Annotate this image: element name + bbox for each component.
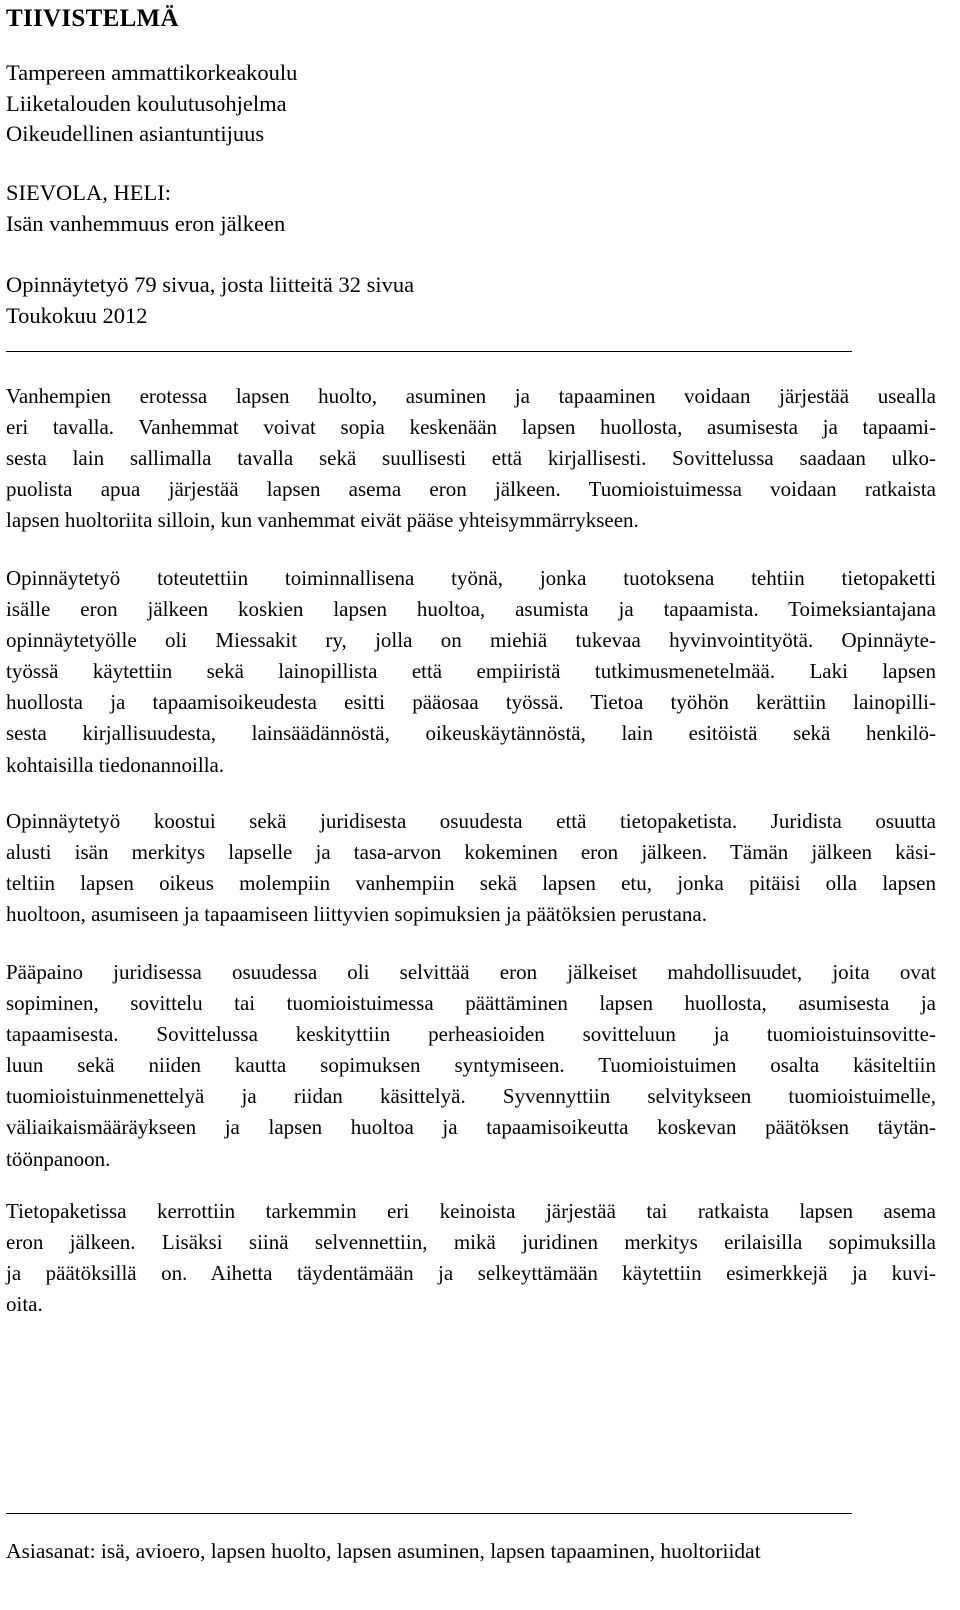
paragraph-line: opinnäytetyölle oli Miessakit ry, jolla on miehiä tukevaa hyvinvointityötä. Opinnäyte- — [6, 628, 936, 653]
abstract-paragraph-4 — [6, 957, 936, 1175]
page-count: Opinnäytetyö 79 sivua, josta liitteitä 32 sivua — [6, 272, 415, 297]
institution-block — [6, 58, 297, 150]
paragraph-line: puolista apua järjestää lapsen asema eron jälkeen. Tuomioistuimessa voidaan ratkaista — [6, 477, 936, 502]
paragraph-line: huoltoon, asumiseen ja tapaamiseen liittyvien sopimuksien ja päätöksien perustana. — [6, 902, 707, 927]
paragraph-line: kohtaisilla tiedonannoilla. — [6, 752, 225, 777]
paragraph-line: sesta lain sallimalla tavalla sekä suullisesti että kirjallisesti. Sovittelussa saadaan ulko- — [6, 446, 936, 471]
paragraph-line: eron jälkeen. Lisäksi siinä selvennettiin, mikä juridinen merkitys erilaisilla sopimuksilla — [6, 1230, 936, 1255]
paragraph-line: lapsen huoltoriita silloin, kun vanhemmat eivät pääse yhteisymmärrykseen. — [6, 508, 639, 533]
author-title-block — [6, 178, 285, 239]
paragraph-line: alusti isän merkitys lapselle ja tasa-arvon kokeminen eron jälkeen. Tämän jälkeen käsi- — [6, 840, 936, 865]
keywords-line: Asiasanat: isä, avioero, lapsen huolto, lapsen asuminen, lapsen tapaaminen, huoltoriidat — [6, 1539, 761, 1563]
paragraph-line: töönpanoon. — [6, 1146, 111, 1171]
paragraph-line: sopiminen, sovittelu tai tuomioistuimessa päättäminen lapsen huollosta, asumisesta ja — [6, 991, 936, 1016]
paragraph-line: Opinnäytetyö toteutettiin toiminnallisena työnä, jonka tuotoksena tehtiin tietopaketti — [6, 566, 936, 590]
abstract-paragraph-2 — [6, 563, 936, 781]
abstract-paragraph-5 — [6, 1196, 936, 1320]
paragraph-line: Pääpaino juridisessa osuudessa oli selvittää eron jälkeiset mahdollisuudet, joita ovat — [6, 960, 936, 984]
page-heading: TIIVISTELMÄ — [6, 5, 179, 32]
abstract-paragraph-1 — [6, 381, 936, 536]
paragraph-line: Tietopaketissa kerrottiin tarkemmin eri keinoista järjestää tai ratkaista lapsen asema — [6, 1199, 936, 1223]
bottom-divider — [6, 1513, 852, 1514]
paragraph-line: eri tavalla. Vanhemmat voivat sopia keskenään lapsen huollosta, asumisesta ja tapaami- — [6, 415, 936, 440]
paragraph-line: työssä käytettiin sekä lainopillista että empiiristä tutkimusmenetelmää. Laki lapsen — [6, 659, 936, 684]
institution-line: Oikeudellinen asiantuntijuus — [6, 121, 265, 147]
paragraph-line: isälle eron jälkeen koskien lapsen huoltoa, asumista ja tapaamista. Toimeksiantajana — [6, 597, 936, 622]
paragraph-line: tuomioistuinmenettelyä ja riidan käsittelyä. Syvennyttiin selvitykseen tuomioistuimelle, — [6, 1084, 936, 1109]
paragraph-line: tapaamisesta. Sovittelussa keskityttiin perheasioiden sovitteluun ja tuomioistuinsovitte- — [6, 1022, 936, 1047]
paragraph-line: sesta kirjallisuudesta, lainsäädännöstä, oikeuskäytännöstä, lain esitöistä sekä henkilö- — [6, 721, 936, 746]
top-divider — [6, 351, 852, 352]
publication-date: Toukokuu 2012 — [6, 302, 148, 328]
institution-line: Tampereen ammattikorkeakoulu — [6, 60, 298, 85]
paragraph-line: teltiin lapsen oikeus molempiin vanhempiin sekä lapsen etu, jonka pitäisi olla lapsen — [6, 871, 936, 896]
institution-line: Liiketalouden koulutusohjelma — [6, 90, 287, 116]
paragraph-line: huollosta ja tapaamisoikeudesta esitti pääosaa työssä. Tietoa työhön kerättiin lainopilli- — [6, 690, 936, 715]
thesis-title: Isän vanhemmuus eron jälkeen — [6, 210, 286, 236]
thesis-info-block — [6, 270, 414, 331]
paragraph-line: oita. — [6, 1292, 43, 1317]
paragraph-line: luun sekä niiden kautta sopimuksen syntymiseen. Tuomioistuimen osalta käsiteltiin — [6, 1053, 936, 1078]
paragraph-line: Opinnäytetyö koostui sekä juridisesta osuudesta että tietopaketista. Juridista osuutta — [6, 809, 936, 833]
paragraph-line: Vanhempien erotessa lapsen huolto, asuminen ja tapaaminen voidaan järjestää usealla — [6, 384, 936, 408]
author-name: SIEVOLA, HELI: — [6, 180, 171, 205]
abstract-paragraph-3 — [6, 806, 936, 930]
paragraph-line: ja päätöksillä on. Aihetta täydentämään ja selkeyttämään käytettiin esimerkkejä ja kuvi- — [6, 1261, 936, 1286]
paragraph-line: väliaikaismääräykseen ja lapsen huoltoa ja tapaamisoikeutta koskevan päätöksen täytän- — [6, 1115, 936, 1140]
